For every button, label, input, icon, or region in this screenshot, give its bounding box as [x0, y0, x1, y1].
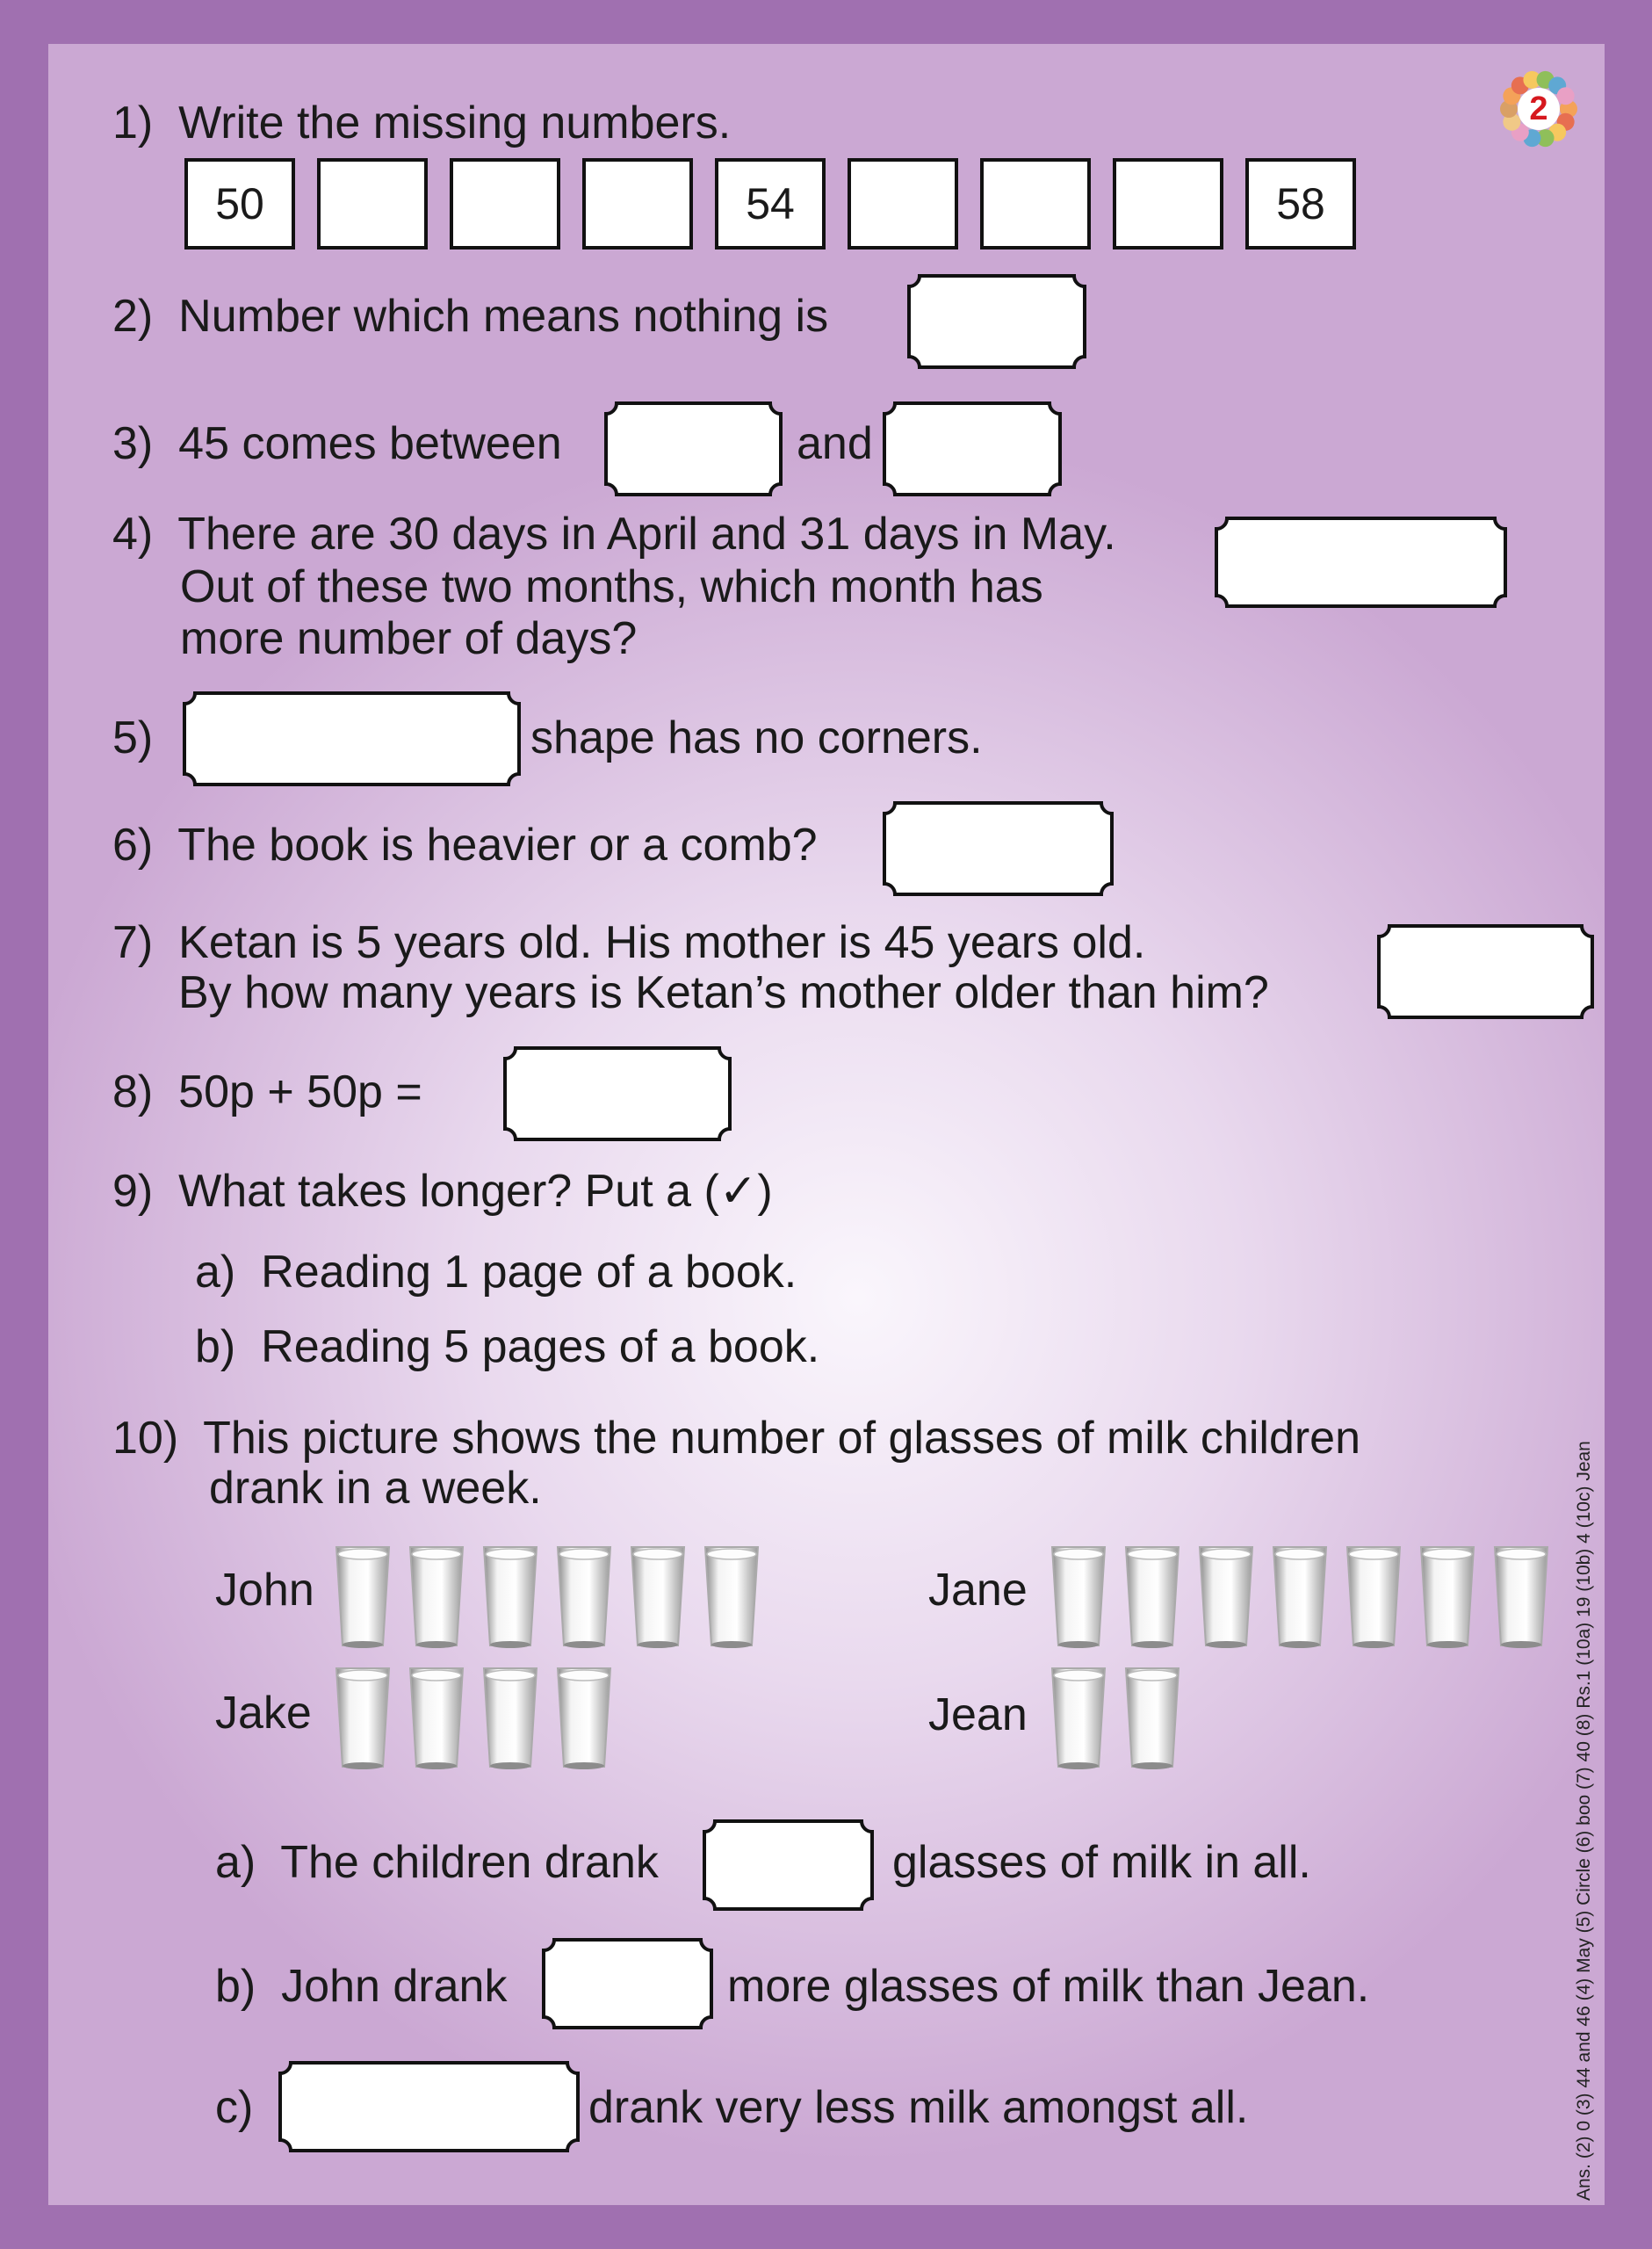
milk-glass-icon [1123, 1542, 1181, 1655]
option-text: Reading 5 pages of a book. [261, 1321, 820, 1372]
question-text: Write the missing numbers. [178, 98, 732, 148]
answer-box-q8[interactable] [503, 1046, 732, 1141]
question-text: The book is heavier or a comb? [177, 820, 818, 871]
sub-text-before: The children drank [280, 1837, 659, 1888]
question-10c-after: drank very less milk amongst all. [588, 2082, 1249, 2133]
milk-glass-icon [1345, 1542, 1403, 1655]
number-box: 50 [184, 158, 295, 249]
child-name-jane: Jane [928, 1565, 1028, 1616]
question-10 [112, 1412, 1360, 1464]
question-10b-after: more glasses of milk than Jean. [727, 1961, 1370, 2012]
number-box[interactable] [1113, 158, 1223, 249]
option-letter: a) [195, 1247, 236, 1298]
page-number: 2 [1529, 90, 1548, 127]
question-10b [215, 1960, 507, 2013]
question-number: 1) [112, 98, 154, 148]
number-box[interactable] [980, 158, 1091, 249]
question-2 [112, 290, 828, 343]
question-10a [215, 1836, 659, 1889]
question-10a-after: glasses of milk in all. [892, 1837, 1311, 1888]
question-10-line2: drank in a week. [209, 1463, 542, 1514]
sub-letter: b) [215, 1961, 256, 2012]
number-box[interactable] [582, 158, 693, 249]
question-number: 10) [112, 1413, 179, 1464]
milk-glass-icon [1050, 1542, 1107, 1655]
question-number: 5) [112, 712, 154, 763]
question-text: 50p + 50p = [178, 1067, 422, 1117]
milk-glass-icon [629, 1542, 687, 1655]
question-text: 45 comes between [178, 418, 562, 469]
number-box[interactable] [848, 158, 958, 249]
question-4-line2: Out of these two months, which month has [180, 561, 1043, 612]
question-number: 9) [112, 1166, 154, 1217]
number-box: 54 [715, 158, 826, 249]
question-text-line1: Ketan is 5 years old. His mother is 45 years old. [178, 917, 1146, 968]
question-5 [112, 712, 153, 764]
milk-glass-icon [408, 1663, 465, 1776]
number-box[interactable] [450, 158, 560, 249]
question-10c [215, 2081, 253, 2134]
question-3-and: and [797, 418, 873, 469]
milk-glass-icon [408, 1542, 465, 1655]
answer-box-q5[interactable] [183, 691, 521, 786]
milk-glass-icon [1050, 1663, 1107, 1776]
question-9 [112, 1165, 773, 1218]
answer-box-q10b[interactable] [542, 1938, 713, 2029]
sub-text-before: John drank [281, 1961, 508, 2012]
answer-box-q3-second[interactable] [883, 401, 1062, 496]
child-name-jean: Jean [928, 1689, 1028, 1740]
answer-box-q10c[interactable] [278, 2061, 580, 2152]
milk-glass-icon [481, 1663, 539, 1776]
option-letter: b) [195, 1321, 236, 1372]
question-3 [112, 417, 562, 470]
question-4-line3: more number of days? [180, 613, 638, 664]
question-text-line1: There are 30 days in April and 31 days in May. [177, 509, 1116, 560]
number-box: 58 [1245, 158, 1356, 249]
number-box[interactable] [317, 158, 428, 249]
milk-glass-icon [334, 1663, 392, 1776]
question-text-line1: This picture shows the number of glasses of milk children [203, 1413, 1361, 1464]
question-number: 3) [112, 418, 154, 469]
question-text: Number which means nothing is [178, 291, 829, 342]
milk-glass-icon [555, 1663, 613, 1776]
sub-letter: a) [215, 1837, 256, 1888]
answer-box-q2[interactable] [907, 274, 1086, 369]
milk-glass-icon [1123, 1663, 1181, 1776]
answer-box-q3-first[interactable] [604, 401, 783, 496]
milk-glass-icon [1271, 1542, 1329, 1655]
milk-glass-icon [1418, 1542, 1476, 1655]
question-number: 7) [112, 917, 154, 968]
option-a[interactable] [195, 1246, 797, 1298]
option-text: Reading 1 page of a book. [261, 1247, 797, 1298]
question-text: What takes longer? Put a (✓) [178, 1166, 773, 1217]
answer-box-q10a[interactable] [703, 1819, 874, 1911]
question-5-text: shape has no corners. [530, 712, 983, 763]
question-number: 8) [112, 1067, 154, 1117]
question-8 [112, 1066, 422, 1118]
milk-glass-icon [555, 1542, 613, 1655]
question-1 [112, 97, 731, 149]
sub-letter: c) [215, 2082, 254, 2133]
question-number: 4) [112, 509, 154, 560]
question-7 [112, 916, 1145, 969]
milk-glass-icon [334, 1542, 392, 1655]
answer-key: Ans. (2) 0 (3) 44 and 46 (4) May (5) Circle (6) boo (7) 40 (8) Rs.1 (10a) 19 (10b) 4 (10c) Jean [1574, 1441, 1594, 2201]
question-7-line2: By how many years is Ketan’s mother older than him? [178, 967, 1269, 1018]
milk-glass-icon [481, 1542, 539, 1655]
child-name-john: John [215, 1565, 314, 1616]
question-number: 6) [112, 820, 154, 871]
milk-glass-icon [703, 1542, 761, 1655]
question-number: 2) [112, 291, 154, 342]
page-number-badge [1500, 70, 1577, 148]
milk-glass-icon [1197, 1542, 1255, 1655]
question-4 [112, 508, 1116, 560]
answer-box-q6[interactable] [883, 801, 1114, 896]
question-6 [112, 819, 818, 871]
milk-glass-icon [1492, 1542, 1550, 1655]
answer-box-q4[interactable] [1215, 517, 1507, 608]
answer-box-q7[interactable] [1377, 924, 1594, 1019]
child-name-jake: Jake [215, 1688, 312, 1739]
option-b[interactable] [195, 1320, 819, 1373]
